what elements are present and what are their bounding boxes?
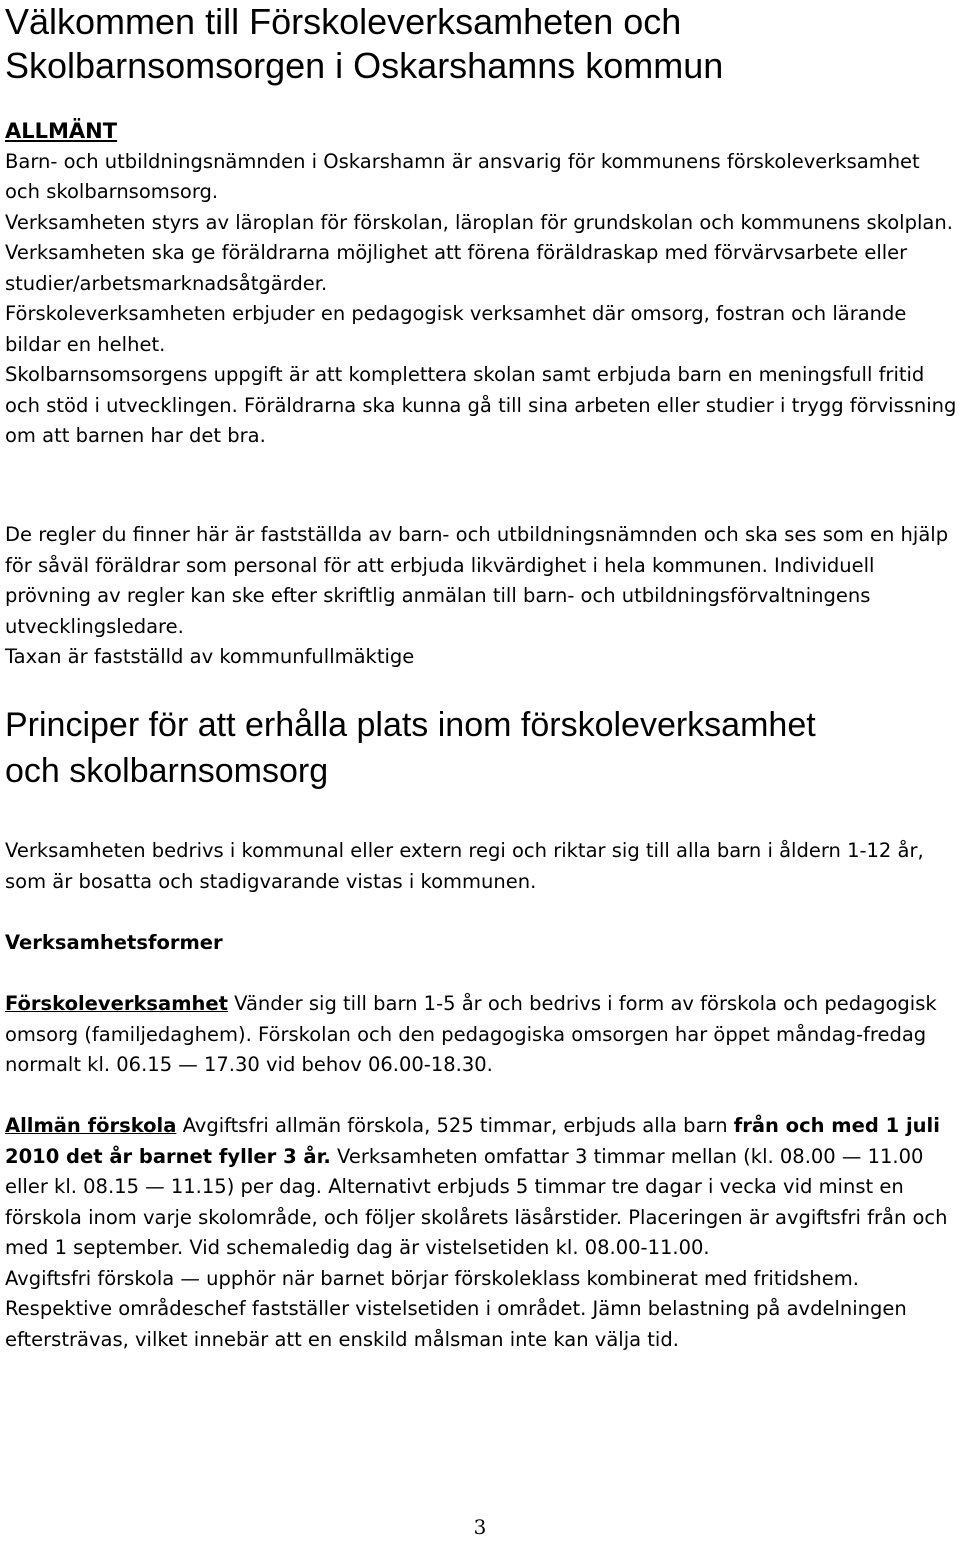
verksamhetsformer-heading-block	[5, 928, 957, 959]
page-number: 3	[473, 1515, 487, 1539]
page-title	[5, 0, 955, 88]
regler-section	[5, 520, 957, 673]
forskoleverksamhet-label: Förskoleverksamhet	[5, 992, 228, 1015]
allmant-paragraph-4: Förskoleverksamheten erbjuder en pedagogisk verksamhet där omsorg, fostran och lärande bildar en helhet.	[5, 302, 907, 356]
verksamhetsformer-heading: Verksamhetsformer	[5, 931, 223, 954]
forskoleverksamhet-paragraph	[5, 989, 957, 1081]
principer-heading-line-2: och skolbarnsomsorg	[5, 752, 329, 790]
allman-forskola-paragraph	[5, 1111, 957, 1264]
allman-forskola-text-1: Avgiftsfri allmän förskola, 525 timmar, erbjuds alla barn	[176, 1114, 734, 1137]
allmant-paragraph-5: Skolbarnsomsorgens uppgift är att komplettera skolan samt erbjuda barn en meningsfull fritid och stöd i utvecklingen. Föräldrarna ska kunna gå till sina arbeten eller studier i trygg förvissning om att barnen har det bra.	[5, 363, 957, 447]
allmant-paragraph-1: Barn- och utbildningsnämnden i Oskarshamn är ansvarig för kommunens förskoleverksamhet och skolbarnsomsorg.	[5, 149, 920, 203]
principer-intro-text: Verksamheten bedrivs i kommunal eller extern regi och riktar sig till alla barn i åldern 1-12 år, som är bosatta och stadigvarande vistas i kommunen.	[5, 839, 924, 893]
title-line-1: Välkommen till Förskoleverksamheten och	[5, 1, 682, 42]
title-line-2: Skolbarnsomsorgen i Oskarshamns kommun	[5, 45, 724, 86]
allman-forskola-label: Allmän förskola	[5, 1114, 177, 1137]
allmant-paragraph-2: Verksamheten styrs av läroplan för förskolan, läroplan för grundskolan och kommunens skolplan.	[5, 210, 953, 234]
principer-heading-line-1: Principer för att erhålla plats inom förskoleverksamhet	[5, 706, 816, 744]
allmant-paragraph-3: Verksamheten ska ge föräldrarna möjlighet att förena föräldraskap med förvärvsarbete eller studier/arbetsmarknadsåtgärder.	[5, 241, 908, 295]
allman-forskola-bold: från och med 1 juli 2010 det år barnet fyller 3 år.	[5, 1114, 940, 1168]
avgiftsfri-paragraph: Avgiftsfri förskola — upphör när barnet börjar förskoleklass kombinerat med fritidshem.	[5, 1266, 859, 1290]
forskoleverksamhet-text: Vänder sig till barn 1-5 år och bedrivs i form av förskola och pedagogisk omsorg (familjedaghem). Förskolan och den pedagogiska omsorgen har öppet måndag-fredag normalt kl. 06.15 — 17.30 vid behov 06.00-18.30.	[5, 992, 937, 1076]
allmant-heading: ALLMÄNT	[5, 119, 118, 143]
principer-intro	[5, 836, 957, 897]
allman-forskola-section	[5, 1111, 957, 1355]
allmant-section	[5, 116, 957, 452]
allman-forskola-text-2: Verksamheten omfattar 3 timmar mellan (kl. 08.00 — 11.00 eller kl. 08.15 — 11.15) per dag. Alternativt erbjuds 5 timmar tre dagar i vecka vid minst en förskola inom varje skolområde, och följer skolårets läsårstider. Placeringen är avgiftsfri från och med 1 september. Vid schemaledig dag är vistelsetiden kl. 08.00-11.00.	[5, 1144, 948, 1259]
regler-paragraph: De regler du finner här är fastställda av barn- och utbildningsnämnden och ska ses som en hjälp för såväl föräldrar som personal för att erbjuda likvärdighet i hela kommunen. Individuell prövning av regler kan ske efter skriftlig anmälan till barn- och utbildningsförvaltningens utvecklingsledare.	[5, 523, 949, 638]
principer-heading	[5, 702, 955, 794]
forskoleverksamhet-section	[5, 989, 957, 1081]
respektive-paragraph: Respektive områdeschef fastställer vistelsetiden i området. Jämn belastning på avdelningen eftersträvas, vilket innebär att en enskild målsman inte kan välja tid.	[5, 1297, 907, 1351]
taxa-paragraph: Taxan är fastställd av kommunfullmäktige	[5, 645, 415, 668]
